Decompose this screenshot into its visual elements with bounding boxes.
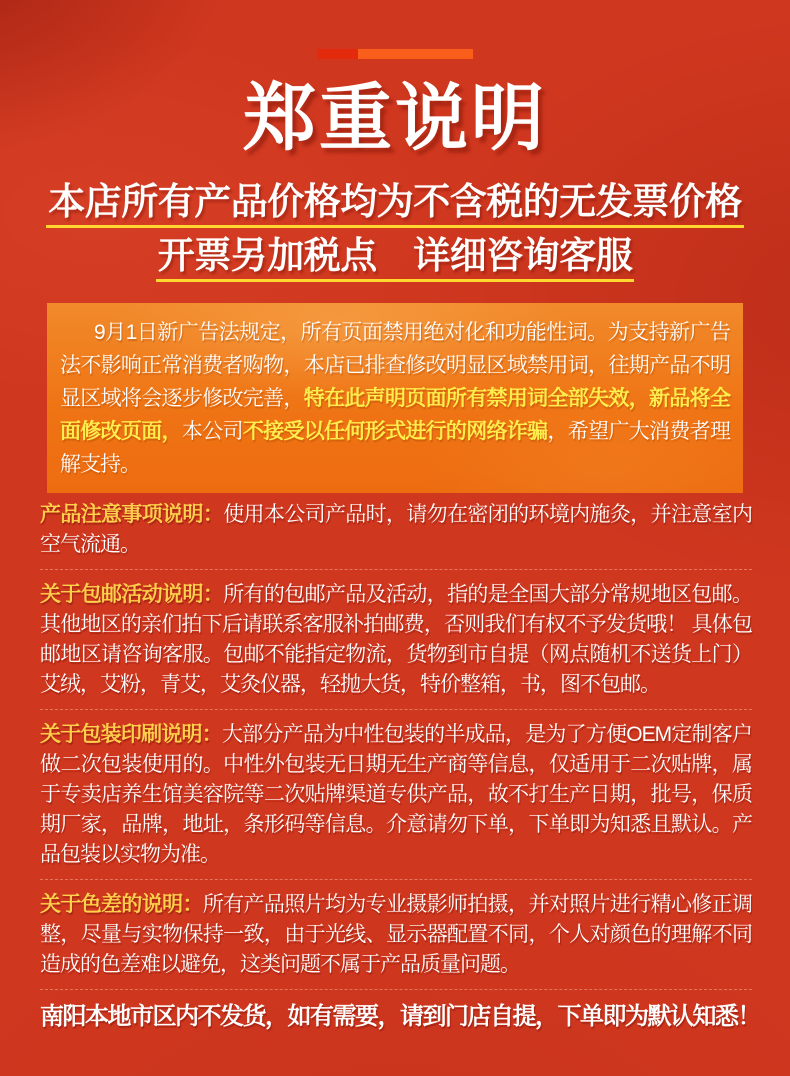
section-body: 使用本公司产品时，请勿在密闭的环境内施灸，并注意室内空气流通。 xyxy=(40,503,753,556)
section-packaging-print xyxy=(40,720,752,870)
section-product-caution xyxy=(40,500,752,560)
price-notice xyxy=(0,181,790,289)
section-body: 所有产品照片均为专业摄影师拍摄，并对照片进行精心修正调整，尽量与实物保持一致，由于光线、显示器配置不同，个人对颜色的理解不同造成的色差难以避免，这类问题不属于产品质量问题。 xyxy=(40,893,753,976)
section-heading: 关于色差的说明： xyxy=(40,893,203,916)
notice-segment-normal: ，希望广大消费者理解支持。 xyxy=(60,420,730,476)
price-notice-line-1: 本店所有产品价格均为不含税的无发票价格 xyxy=(46,181,744,228)
page-title: 郑重说明 xyxy=(243,78,547,159)
notice-segment-highlight: 特在此声明页面所有禁用词全部失效，新品将全面修改页面， xyxy=(60,387,730,443)
dashed-divider xyxy=(40,989,752,990)
section-heading: 关于包邮活动说明： xyxy=(40,583,224,606)
dashed-divider xyxy=(40,569,752,570)
dashed-divider xyxy=(40,709,752,710)
notice-segment-normal: 9月1日新广告法规定，所有页面禁用绝对化和功能性词。为支持新广告法不影响正常消费者购物，本店已排查修改明显区域禁用词，往期产品不明显区域将会逐步修改完善， xyxy=(60,321,730,410)
footer-notice: 南阳本地市区内不发货，如有需要，请到门店自提，下单即为默认知悉！ xyxy=(40,1003,760,1030)
notes-list xyxy=(40,500,760,1032)
ad-law-notice-box xyxy=(47,303,743,493)
ad-law-notice-text xyxy=(60,316,730,481)
dashed-divider xyxy=(40,879,752,880)
section-free-shipping xyxy=(40,580,752,700)
price-notice-line-2: 开票另加税点 详细咨询客服 xyxy=(156,235,635,282)
section-body: 所有的包邮产品及活动，指的是全国大部分常规地区包邮。其他地区的亲们拍下后请联系客服补拍邮费，否则我们有权不予发货哦！ 具体包邮地区请咨询客服。包邮不能指定物流，货物到市自提（网点随机不送货上门）艾绒，艾粉，青艾，艾灸仪器，轻抛大货，特价整箱，书，图不包邮。 xyxy=(40,583,753,696)
notice-segment-highlight: 不接受以任何形式进行的网络诈骗 xyxy=(242,420,548,443)
notice-segment-normal: 本公司 xyxy=(181,420,243,443)
accent-bar-right-segment xyxy=(358,49,473,59)
section-heading: 产品注意事项说明： xyxy=(40,503,224,526)
section-heading: 关于包装印刷说明： xyxy=(40,723,222,746)
accent-bar xyxy=(317,49,473,59)
section-color-difference xyxy=(40,890,752,980)
section-body: 大部分产品为中性包装的半成品，是为了方便OEM定制客户做二次包装使用的。中性外包装无日期无生产商等信息，仅适用于二次贴牌，属于专卖店养生馆美容院等二次贴牌渠道专供产品，故不打生产日期，批号，保质期厂家，品牌，地址，条形码等信息。介意请勿下单，下单即为知悉且默认。产品包装以实物为准。 xyxy=(40,723,752,866)
accent-bar-left-segment xyxy=(317,49,358,59)
